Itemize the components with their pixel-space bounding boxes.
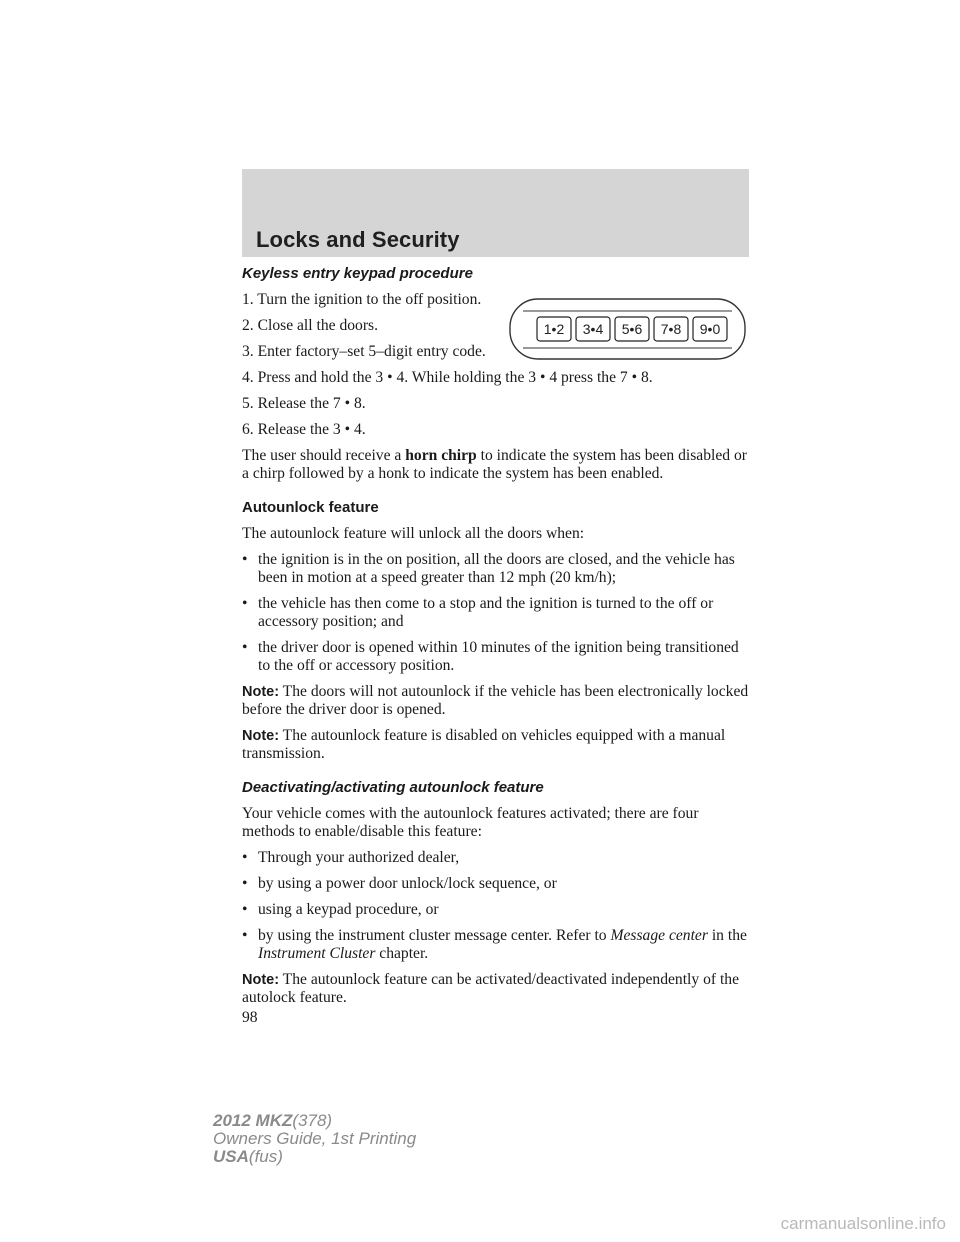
step: 5. Release the 7 • 8. <box>242 395 366 412</box>
footer-market-code: (fus) <box>248 1147 283 1166</box>
instrument-cluster-reference: Instrument Cluster <box>258 945 376 962</box>
list-item <box>242 639 749 675</box>
bullet-text: Through your authorized dealer, <box>258 849 460 866</box>
footer-model: 2012 MKZ <box>213 1111 293 1130</box>
step: 3. Enter factory–set 5–digit entry code. <box>242 343 486 360</box>
list-item <box>242 901 749 919</box>
list-item <box>242 551 749 587</box>
list-item <box>242 595 749 631</box>
keypad-procedure-heading: Keyless entry keypad procedure <box>242 265 473 282</box>
keypad-key: 5•6 <box>621 321 643 337</box>
footer-line <box>213 1148 416 1166</box>
bullet-dot: • <box>242 595 248 612</box>
keypad-key: 1•2 <box>543 321 565 337</box>
bullet-dot: • <box>242 927 248 944</box>
result-paragraph <box>242 447 749 483</box>
note-text: The doors will not autounlock if the vehicle has been electronically locked before the driver door is opened. <box>242 683 749 718</box>
section-title: Locks and Security <box>256 227 460 252</box>
step: 4. Press and hold the 3 • 4. While holding the 3 • 4 press the 7 • 8. <box>242 369 653 386</box>
autounlock-heading: Autounlock feature <box>242 499 379 516</box>
note-label: Note: <box>242 972 280 988</box>
result-text: to indicate the system has been disabled or a chirp followed by a honk to indicate the system has been enabled. <box>242 447 747 482</box>
page-number: 98 <box>242 1009 258 1026</box>
note-text: The autounlock feature is disabled on vehicles equipped with a manual transmission. <box>242 727 726 762</box>
note <box>242 971 749 1007</box>
horn-chirp-term: horn chirp <box>405 447 477 464</box>
keypad-key: 9•0 <box>699 321 721 337</box>
bullet-dot: • <box>242 901 248 918</box>
autounlock-intro: The autounlock feature will unlock all the doors when: <box>242 525 585 542</box>
note-label: Note: <box>242 728 280 744</box>
bullet-text: chapter. <box>375 945 429 962</box>
deactivating-intro: Your vehicle comes with the autounlock features activated; there are four methods to enable/disable this feature: <box>242 805 699 840</box>
keypad-key: 7•8 <box>660 321 682 337</box>
bullet-text: by using the instrument cluster message center. Refer to <box>258 927 611 944</box>
note <box>242 683 749 719</box>
bullet-text: the driver door is opened within 10 minutes of the ignition being transitioned to the off or accessory position. <box>258 639 739 674</box>
list-item <box>242 849 749 867</box>
step: 2. Close all the doors. <box>242 317 378 334</box>
watermark: carmanualsonline.info <box>780 1214 946 1233</box>
bullet-dot: • <box>242 849 248 866</box>
print-footer <box>213 1112 416 1166</box>
message-center-reference: Message center <box>610 927 708 944</box>
footer-line <box>213 1112 416 1130</box>
result-text: The user should receive a <box>242 447 406 464</box>
list-item <box>242 927 749 963</box>
bullet-text: using a keypad procedure, or <box>258 901 439 918</box>
bullet-text: the ignition is in the on position, all the doors are closed, and the vehicle has been in motion at a speed greater than 12 mph (20 km/h); <box>258 551 735 586</box>
list-item <box>242 875 749 893</box>
footer-market: USA <box>213 1147 249 1166</box>
footer-code: (378) <box>292 1111 333 1130</box>
keypad-key: 3•4 <box>582 321 604 337</box>
bullet-dot: • <box>242 639 248 656</box>
step: 6. Release the 3 • 4. <box>242 421 366 438</box>
bullet-text: in the <box>707 927 747 944</box>
bullet-dot: • <box>242 875 248 892</box>
note-label: Note: <box>242 684 280 700</box>
footer-line: Owners Guide, 1st Printing <box>213 1129 417 1148</box>
page-content <box>242 265 749 1027</box>
step: 1. Turn the ignition to the off position. <box>242 291 482 308</box>
note <box>242 727 749 763</box>
bullet-text: by using a power door unlock/lock sequence, or <box>258 875 557 892</box>
bullet-text: the vehicle has then come to a stop and the ignition is turned to the off or accessory position; and <box>258 595 714 630</box>
note-text: The autounlock feature can be activated/deactivated independently of the autolock feature. <box>242 971 740 1006</box>
bullet-dot: • <box>242 551 248 568</box>
deactivating-heading: Deactivating/activating autounlock feature <box>242 779 544 796</box>
section-header-band <box>242 169 749 257</box>
